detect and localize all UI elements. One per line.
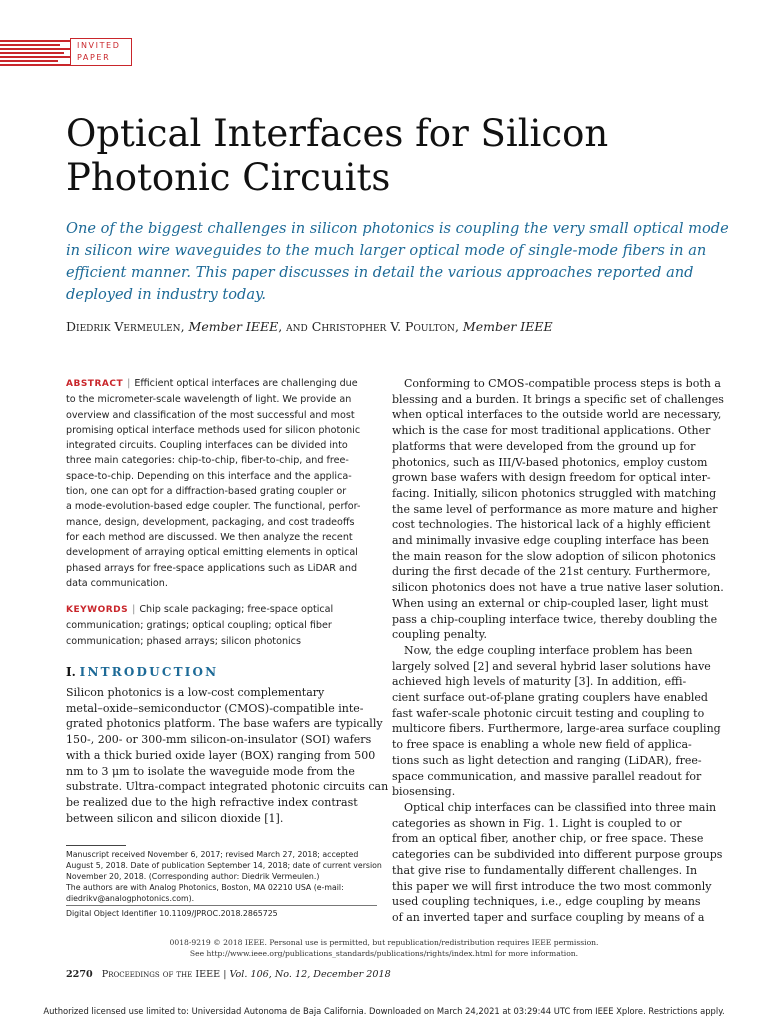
body-line: cost technologies. The historical lack of a highly efficient (392, 518, 711, 532)
body-line: between silicon and silicon dioxide [1]. (66, 811, 284, 825)
lead-summary (66, 218, 729, 306)
body-line: grated photonics platform. The base wafers are typically (66, 717, 383, 731)
author-membership: Member IEEE (462, 319, 553, 334)
abstract-text: Efficient optical interfaces are challenging due (134, 378, 358, 389)
author-membership: Member IEEE (188, 319, 279, 334)
footnotes (66, 849, 382, 904)
abstract-section (66, 376, 377, 591)
body-line: fast wafer-scale photonic circuit testing and coupling to (392, 706, 705, 720)
body-line: this paper we will first introduce the two most commonly (392, 879, 712, 893)
badge-line-1: INVITED (77, 41, 121, 50)
badge-line-2: PAPER (77, 53, 111, 62)
footer-separator: | (223, 969, 227, 980)
introduction-body (66, 685, 389, 826)
abstract-label: ABSTRACT (66, 379, 124, 389)
body-line: the main reason for the slow adoption of silicon photonics (392, 549, 716, 563)
body-line: to free space is enabling a whole new field of applica- (392, 738, 692, 752)
abstract-line: for each method are discussed. We then analyze the recent (66, 531, 353, 543)
body-line: cient surface out-of-plane grating couplers have enabled (392, 691, 708, 705)
body-line: when optical interfaces to the outside world are necessary, (392, 408, 722, 422)
body-line: categories as shown in Fig. 1. Light is coupled to or (392, 816, 682, 830)
body-line: nm to 3 μm to isolate the waveguide mode from the (66, 764, 355, 778)
invited-paper-badge (70, 38, 132, 66)
keywords-label: KEYWORDS (66, 605, 129, 615)
page-number: 2270 (66, 969, 93, 980)
lead-line: One of the biggest challenges in silicon photonics is coupling the very small optical mode (66, 220, 729, 237)
body-line: facing. Initially, silicon photonics struggled with matching (392, 486, 717, 500)
body-line: categories can be subdivided into different purpose groups (392, 848, 723, 862)
abstract-line: promising optical interface methods used for silicon photonic (66, 424, 361, 436)
keywords-first-line (66, 602, 377, 618)
body-line: used coupling techniques, i.e., edge coupling by means (392, 895, 701, 909)
body-line: Now, the edge coupling interface problem has been (404, 643, 693, 657)
body-line: from an optical fiber, another chip, or free space. These (392, 832, 704, 846)
keywords-line: communication; phased arrays; silicon photonics (66, 635, 301, 647)
body-line: with a thick buried oxide layer (BOX) ranging from 500 (66, 748, 376, 762)
abstract-line: tion, one can opt for a diffraction-based grating coupler or (66, 486, 347, 498)
body-line: coupling penalty. (392, 628, 487, 642)
footnote-line: November 20, 2018. (Corresponding author: Diedrik Vermeulen.) (66, 872, 320, 881)
doi-divider (66, 905, 377, 906)
journal-name: Proceedings of the IEEE (101, 969, 221, 980)
keywords-separator: | (132, 604, 136, 615)
body-line: the same level of performance as more mature and higher (392, 502, 718, 516)
abstract-line: integrated circuits. Coupling interfaces can be divided into (66, 440, 348, 452)
section-title: INTRODUCTION (79, 665, 219, 679)
footnote-divider (66, 845, 126, 846)
body-line: largely solved [2] and several hybrid laser solutions have (392, 659, 711, 673)
body-line: platforms that were developed from the ground up for (392, 439, 696, 453)
author-conjunction: , and (278, 319, 312, 334)
lead-line: deployed in industry today. (66, 286, 267, 303)
body-line: substrate. Ultra-compact integrated photonic circuits can (66, 780, 389, 794)
body-line: of an inverted taper and surface coupling by means of a (392, 910, 705, 924)
abstract-line: a mode-evolution-based edge coupler. The functional, perfor- (66, 501, 361, 513)
abstract-line: development of arraying optical emitting elements in optical (66, 547, 358, 559)
license-notice: Authorized licensed use limited to: Universidad Autonoma de Baja California. Downloaded on March 24,2021 at 03:29:44 UTC from IEEE Xplore. Restrictions apply. (43, 1006, 725, 1016)
abstract-line: overview and classification of the most successful and most (66, 409, 355, 421)
body-line: achieved high levels of maturity [3]. In addition, effi- (392, 675, 687, 689)
footnote-line: August 5, 2018. Date of publication September 14, 2018; date of current version (66, 861, 382, 870)
abstract-separator: | (127, 378, 131, 389)
section-number: I. (66, 665, 76, 679)
copyright-notice (66, 937, 702, 959)
title-line: Photonic Circuits (66, 156, 391, 199)
body-line: biosensing. (392, 785, 456, 799)
copyright-line: See http://www.ieee.org/publications_standards/publications/rights/index.html for more information. (189, 949, 579, 958)
page-footer (66, 969, 391, 980)
body-line: that give rise to fundamentally different challenges. In (392, 863, 698, 877)
body-line: and minimally invasive edge coupling interface has been (392, 534, 709, 548)
abstract-line: to the micrometer-scale wavelength of light. We provide an (66, 394, 352, 406)
body-line: metal–oxide–semiconductor (CMOS)-compatible inte- (66, 701, 364, 715)
body-line: Optical chip interfaces can be classified into three main (404, 800, 717, 814)
abstract-line: data communication. (66, 577, 168, 589)
keywords-line: communication; gratings; optical coupling; optical fiber (66, 620, 332, 632)
abstract-line: three main categories: chip-to-chip, fiber-to-chip, and free- (66, 455, 349, 467)
section-heading-introduction (66, 665, 218, 679)
abstract-line: phased arrays for free-space applications such as LiDAR and (66, 562, 358, 574)
invited-paper-stripes (0, 40, 70, 66)
body-line: Silicon photonics is a low-cost complementary (66, 686, 325, 699)
body-line: photonics, such as III/V-based photonics, employ custom (392, 455, 708, 469)
abstract-line: space-to-chip. Depending on this interface and the applica- (66, 470, 352, 482)
body-line: silicon photonics does not have a true native laser solution. (392, 581, 724, 595)
paper-title (66, 112, 726, 200)
footnote-line: The authors are with Analog Photonics, Boston, MA 02210 USA (e-mail: (66, 883, 344, 892)
body-line: Conforming to CMOS-compatible process steps is both a (404, 377, 721, 390)
body-line: grown base wafers with design freedom for optical inter- (392, 471, 711, 485)
doi-identifier: Digital Object Identifier 10.1109/JPROC.2018.2865725 (66, 909, 278, 918)
abstract-line: mance, design, development, packaging, and cost tradeoffs (66, 516, 355, 528)
body-line: space communication, and massive parallel readout for (392, 769, 702, 783)
copyright-line: 0018-9219 © 2018 IEEE. Personal use is permitted, but republication/redistribution requires IEEE permission. (169, 938, 599, 947)
footnote-line: diedrikv@analogphotonics.com). (66, 894, 195, 903)
body-line: be realized due to the high refractive index contrast (66, 795, 358, 809)
author-name: Diedrik Vermeulen (66, 319, 181, 334)
journal-issue: Vol. 106, No. 12, December 2018 (229, 969, 391, 980)
lead-line: in silicon wire waveguides to the much larger optical mode of single-mode fibers in an (66, 242, 707, 259)
keywords-section (66, 602, 377, 649)
body-line: When using an external or chip-coupled laser, light must (392, 596, 709, 610)
abstract-first-line (66, 376, 377, 392)
author-line: Diedrik Vermeulen, Member IEEE, and Christopher V. Poulton, Member IEEE (66, 319, 553, 334)
body-line: pass a chip-coupling interface twice, thereby doubling the (392, 612, 718, 626)
lead-line: efficient manner. This paper discusses in detail the various approaches reported and (66, 264, 694, 281)
body-line: tions such as light detection and ranging (LiDAR), free- (392, 753, 702, 767)
footnote-line: Manuscript received November 6, 2017; revised March 27, 2018; accepted (66, 850, 359, 859)
body-line: multicore fibers. Furthermore, large-area surface coupling (392, 722, 721, 736)
title-line: Optical Interfaces for Silicon (66, 112, 609, 155)
author-name: Christopher V. Poulton (311, 319, 455, 334)
right-column-body (392, 376, 724, 926)
body-line: which is the case for most traditional applications. Other (392, 424, 711, 438)
keywords-text: Chip scale packaging; free-space optical (139, 604, 334, 615)
body-line: during the first decade of the 21st century. Furthermore, (392, 565, 711, 579)
body-line: blessing and a burden. It brings a specific set of challenges (392, 392, 724, 406)
body-line: 150-, 200- or 300-mm silicon-on-insulator (SOI) wafers (66, 733, 372, 747)
